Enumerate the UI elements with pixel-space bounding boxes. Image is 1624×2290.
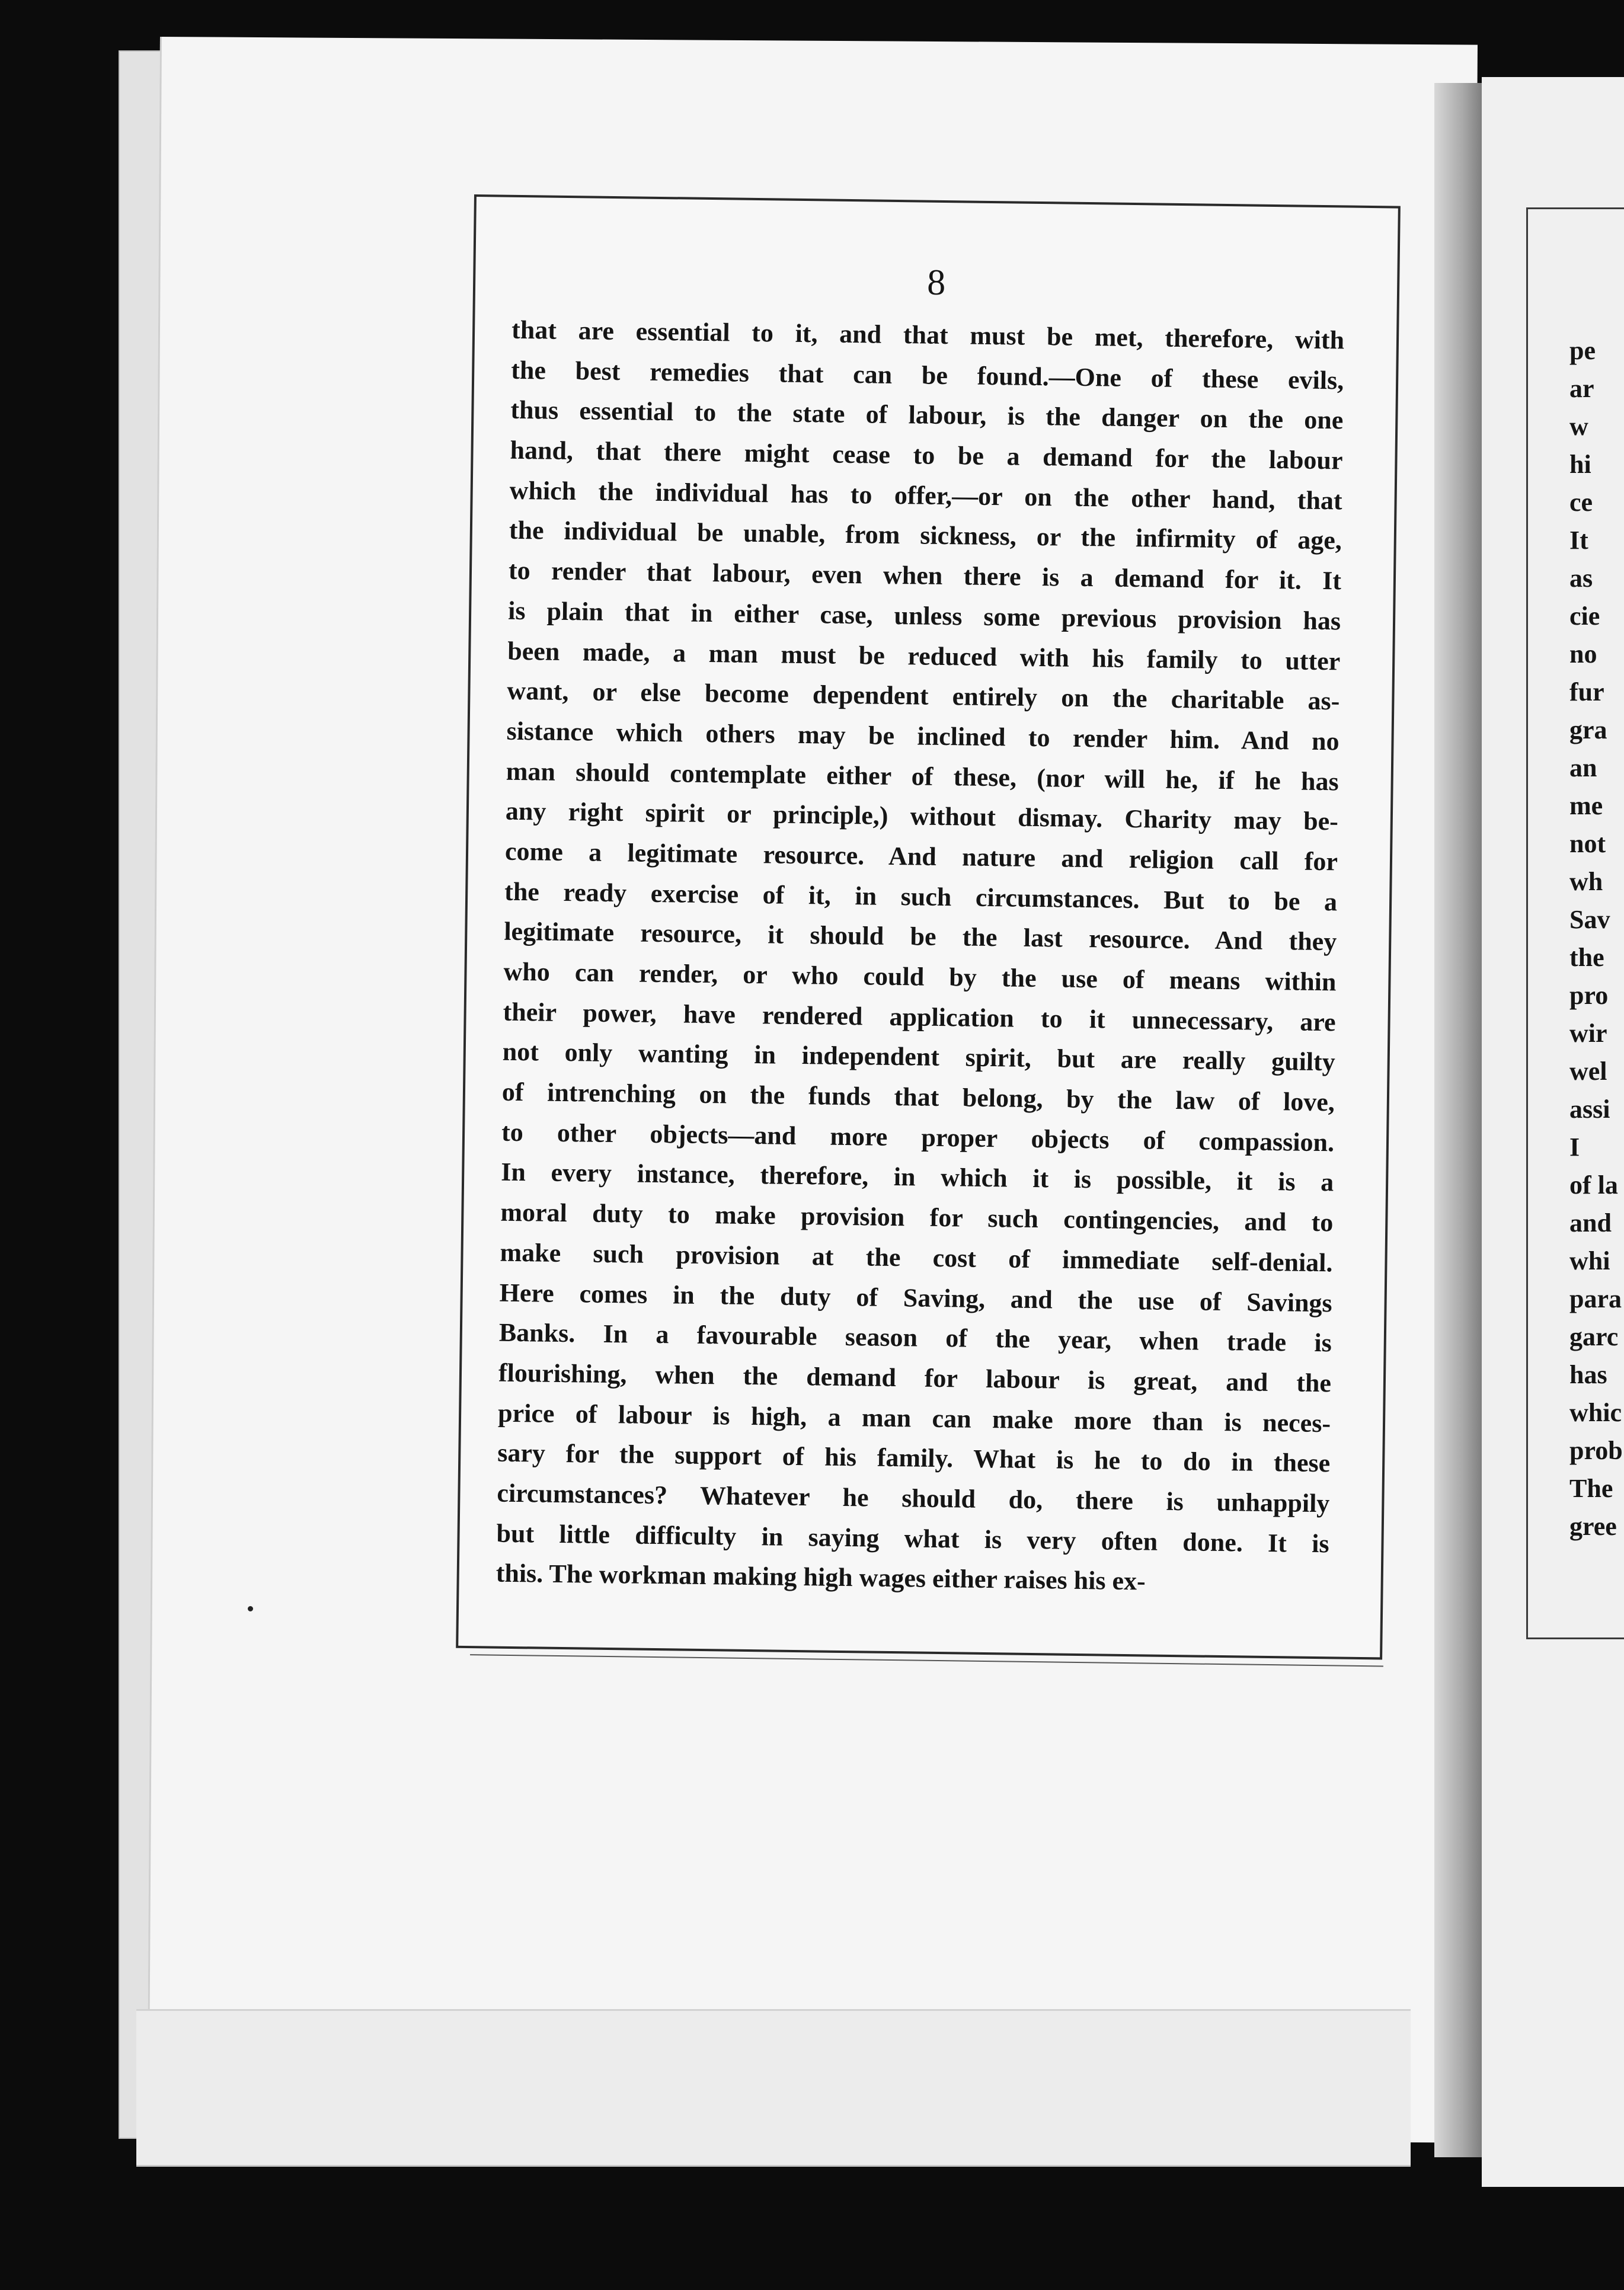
facing-page-line: wh	[1569, 867, 1603, 896]
book-spine-shadow	[1434, 83, 1482, 2157]
facing-page-line: cie	[1569, 602, 1600, 631]
text-line: that are essential to it, and that must be met, therefore, with	[511, 315, 1345, 355]
text-block-frame	[456, 194, 1401, 1659]
facing-page-line: assi	[1569, 1095, 1610, 1124]
facing-page-line: as	[1569, 564, 1593, 593]
text-line: sary for the support of his family. What is he to do in these	[497, 1438, 1331, 1478]
text-line: which the individual has to offer,—or on the other hand, that	[509, 475, 1342, 516]
facing-page-line: I	[1569, 1133, 1580, 1162]
facing-page-line: ar	[1569, 374, 1594, 403]
text-line: but little difficulty in saying what is very often done. It is	[496, 1518, 1329, 1558]
text-line: Here comes in the duty of Saving, and the use of Savings	[499, 1278, 1332, 1317]
text-line: thus essential to the state of labour, is the danger on the one	[510, 395, 1344, 435]
facing-page-line: the	[1569, 943, 1604, 972]
facing-page-line: whic	[1569, 1398, 1622, 1427]
facing-page-line: ce	[1569, 488, 1593, 517]
text-line: moral duty to make provision for such contingencies, and to	[500, 1197, 1334, 1237]
text-line: come a legitimate resource. And nature and religion call for	[504, 836, 1338, 877]
facing-page-line: para	[1569, 1284, 1622, 1313]
text-line: price of labour is high, a man can make more than is neces-	[497, 1398, 1331, 1438]
facing-page-line: w	[1569, 412, 1588, 441]
facing-page-line: Sav	[1569, 905, 1610, 934]
facing-page-line: and	[1569, 1208, 1612, 1237]
facing-page-line: of la	[1569, 1170, 1618, 1200]
facing-page-line: The	[1569, 1474, 1613, 1503]
facing-page-line: fur	[1569, 677, 1604, 706]
facing-page-line: whi	[1569, 1246, 1610, 1275]
facing-page-line: me	[1569, 791, 1603, 820]
facing-page-line: not	[1569, 829, 1606, 858]
text-line: the ready exercise of it, in such circumstances. But to be a	[504, 877, 1338, 917]
page-bottom-edge	[136, 2009, 1411, 2167]
text-line: In every instance, therefore, in which it is possible, it is a	[500, 1157, 1334, 1197]
facing-page-line: pe	[1569, 336, 1596, 365]
text-line: Banks. In a favourable season of the year, when trade is	[498, 1317, 1332, 1358]
text-line: any right spirit or principle,) without dismay. Charity may be-	[505, 796, 1339, 836]
facing-page-line: no	[1569, 639, 1597, 669]
text-line: the best remedies that can be found.—One of these evils,	[510, 355, 1344, 395]
text-line: not only wanting in independent spirit, but are really guilty	[502, 1037, 1336, 1077]
text-line: this. The workman making high wages either raises his ex-	[495, 1558, 1146, 1596]
body-text	[495, 310, 1344, 1604]
text-line: been made, a man must be reduced with his family to utter	[507, 636, 1341, 676]
facing-page-line: gree	[1569, 1512, 1617, 1541]
scan-speck	[248, 1606, 253, 1611]
facing-page-line: garc	[1569, 1322, 1619, 1351]
facing-page-line: prob	[1569, 1436, 1623, 1465]
text-line: make such provision at the cost of immediate self-denial.	[500, 1237, 1333, 1278]
text-line: hand, that there might cease to be a demand for the labour	[510, 435, 1343, 475]
facing-page-line: an	[1569, 753, 1597, 782]
text-line: circumstances? Whatever he should do, there is unhappily	[497, 1478, 1330, 1518]
page-number: 8	[926, 262, 946, 303]
facing-page-line: hi	[1569, 450, 1591, 479]
facing-page-line: wel	[1569, 1057, 1607, 1086]
text-line: to other objects—and more proper objects of compassion.	[501, 1117, 1335, 1157]
facing-page-line: pro	[1569, 981, 1609, 1010]
text-line: want, or else become dependent entirely on the charitable as-	[507, 676, 1340, 716]
text-line: man should contemplate either of these, (nor will he, if he has	[506, 756, 1339, 796]
text-line: their power, have rendered application to it unnecessary, are	[503, 997, 1336, 1037]
text-line: to render that labour, even when there is a demand for it. It	[508, 555, 1342, 596]
facing-page-line: It	[1569, 526, 1588, 555]
text-line: flourishing, when the demand for labour is great, and the	[498, 1358, 1332, 1398]
facing-page-line: gra	[1569, 715, 1607, 744]
text-line: of intrenching on the funds that belong, by the law of love,	[501, 1077, 1335, 1117]
text-line: legitimate resource, it should be the last resource. And they	[504, 917, 1337, 957]
text-line: the individual be unable, from sickness, or the infirmity of age,	[509, 516, 1342, 555]
facing-page-line: wir	[1569, 1019, 1607, 1048]
facing-page-line: has	[1569, 1360, 1607, 1389]
text-line: sistance which others may be inclined to render him. And no	[506, 716, 1340, 756]
text-line: who can render, or who could by the use of means within	[503, 957, 1337, 997]
text-line: is plain that in either case, unless some previous provision has	[507, 596, 1341, 636]
facing-page-text	[1569, 332, 1624, 1546]
